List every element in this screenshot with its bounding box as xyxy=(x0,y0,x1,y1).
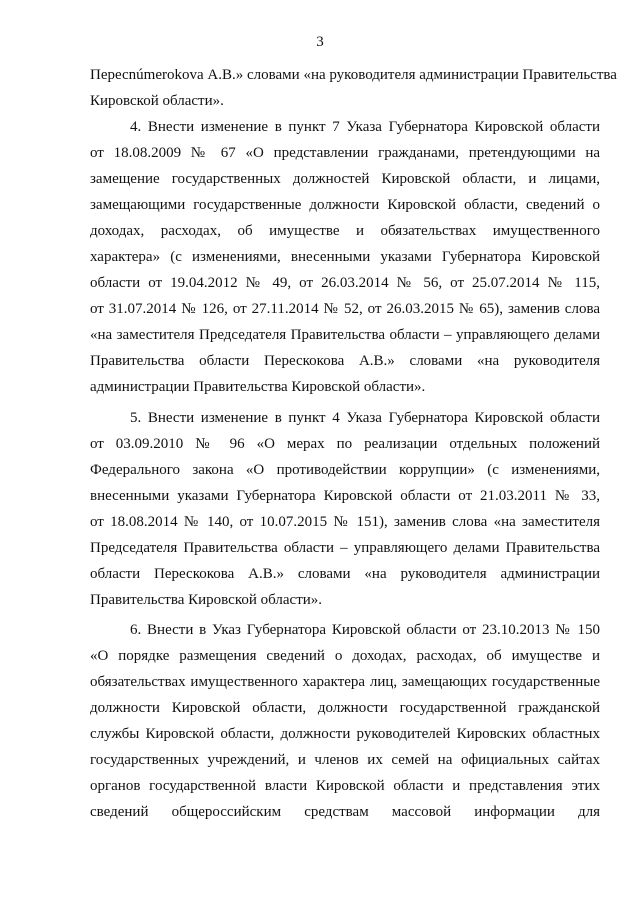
text-line: Правительства Кировской области». xyxy=(90,592,323,608)
text-line: Председателя Правительства области – управляющего делами Правительства xyxy=(90,540,600,556)
text-line: от 31.07.2014 № 126, от 27.11.2014 № 52, от 26.03.2015 № 65), заменив слова xyxy=(90,301,600,317)
text-line: Федерального закона «О противодействии коррупции» (с изменениями, xyxy=(90,462,600,478)
text-line: от 18.08.2014 № 140, от 10.07.2015 № 151), заменив слова «на заместителя xyxy=(90,514,600,530)
page-number: 3 xyxy=(316,34,324,50)
text-line: сведений общероссийским средствам массовой информации для xyxy=(90,804,600,820)
text-line: области от 19.04.2012 № 49, от 26.03.2014 № 56, от 25.07.2014 № 115, xyxy=(90,275,600,291)
text-line: «О порядке размещения сведений о доходах, расходах, об имуществе и xyxy=(90,648,600,664)
paragraph-item-6-first-line: 6. Внести в Указ Губернатора Кировской области от 23.10.2013 № 150 xyxy=(130,622,600,638)
text-line: Пересnúmerokova А.В.» словами «на руководителя администрации Правительства xyxy=(90,67,617,83)
text-line: обязательствах имущественного характера лиц, замещающих государственные xyxy=(90,674,600,690)
text-line: службы Кировской области, должности руководителей Кировских областных xyxy=(90,726,600,742)
text-line: органов государственной власти Кировской области и представления этих xyxy=(90,778,600,794)
text-line: «на заместителя Председателя Правительства области – управляющего делами xyxy=(90,327,600,343)
text-line: характера» (с изменениями, внесенными указами Губернатора Кировской xyxy=(90,249,600,265)
text-line: доходах, расходах, об имуществе и обязательствах имущественного xyxy=(90,223,600,239)
text-line: от 18.08.2009 № 67 «О представлении гражданами, претендующими на xyxy=(90,145,600,161)
text-line: замещение государственных должностей Кировской области, и лицами, xyxy=(90,171,600,187)
text-line: государственных учреждений, и членов их семей на официальных сайтах xyxy=(90,752,600,768)
paragraph-item-5-first-line: 5. Внести изменение в пункт 4 Указа Губернатора Кировской области xyxy=(130,410,600,426)
text-line: Кировской области». xyxy=(90,93,224,109)
text-line: Правительства области Перескокова А.В.» словами «на руководителя xyxy=(90,353,600,369)
text-line: внесенными указами Губернатора Кировской области от 21.03.2011 № 33, xyxy=(90,488,600,504)
text-line: от 03.09.2010 № 96 «О мерах по реализации отдельных положений xyxy=(90,436,600,452)
text-line: замещающими государственные должности Кировской области, сведений о xyxy=(90,197,600,213)
text-line: области Перескокова А.В.» словами «на руководителя администрации xyxy=(90,566,600,582)
text-line: должности Кировской области, должности государственной гражданской xyxy=(90,700,600,716)
paragraph-item-4-first-line: 4. Внести изменение в пункт 7 Указа Губернатора Кировской области xyxy=(130,119,600,135)
text-line: администрации Правительства Кировской области». xyxy=(90,379,426,395)
